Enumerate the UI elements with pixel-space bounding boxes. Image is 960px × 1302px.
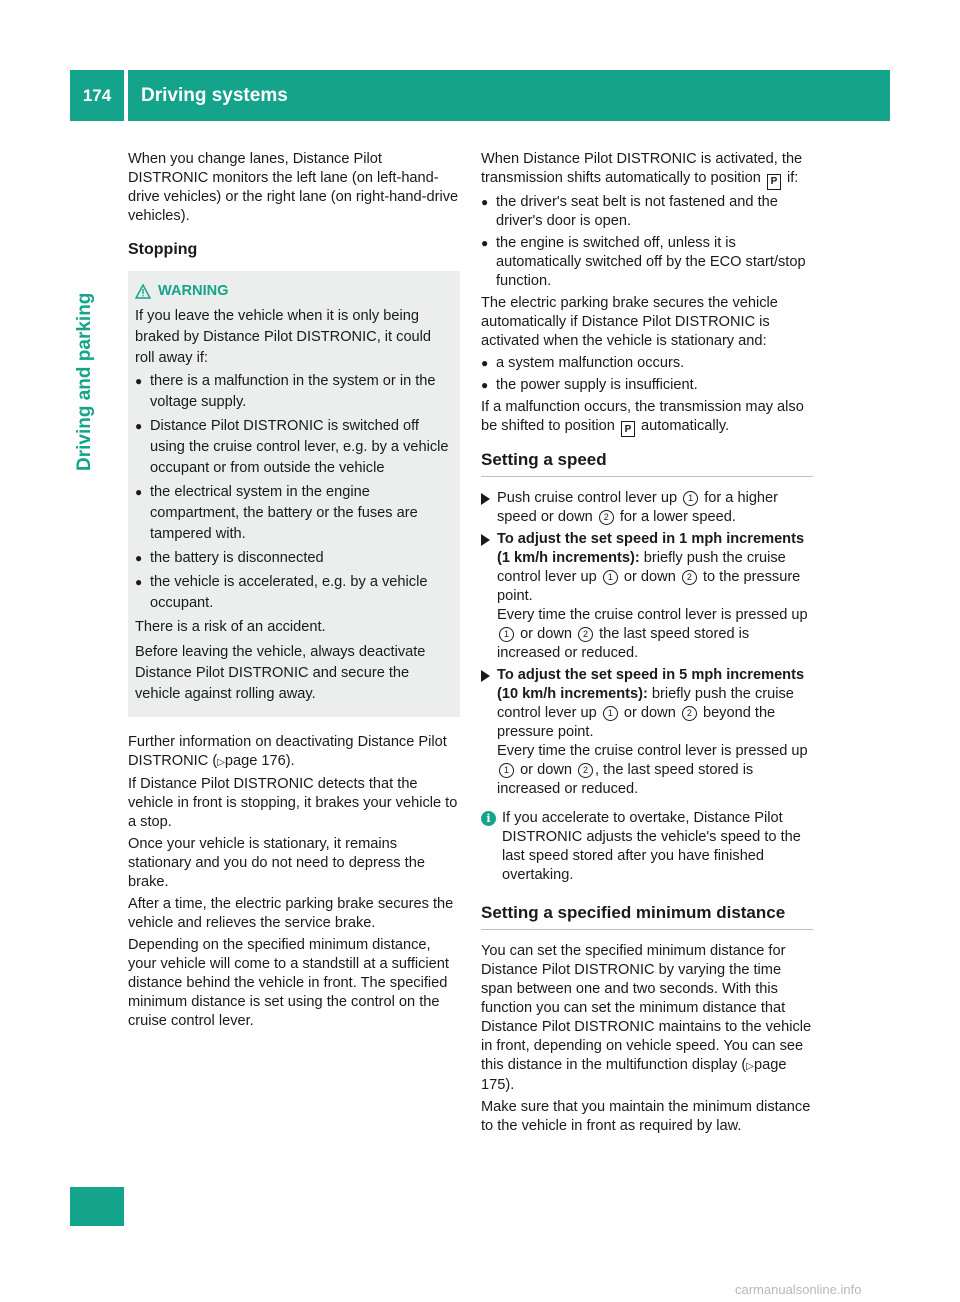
list-item: ● a system malfunction occurs.: [481, 354, 685, 371]
page-ref-link[interactable]: page 175: [481, 1057, 787, 1093]
warning-advice: Before leaving the vehicle, always deactivate Distance Pilot DISTRONIC and secure the vehicle against rolling away.: [135, 644, 426, 702]
malfunction-text: If a malfunction occurs, the transmission may also be shifted to position P automatically.: [481, 398, 813, 438]
stopping-heading: Stopping: [128, 241, 198, 258]
list-item: ● Distance Pilot DISTRONIC is switched off using the cruise control lever, e.g. by a vehicle occupant or from outside the vehicle: [135, 418, 449, 476]
min-distance-text: Depending on the specified minimum distance, your vehicle will come to a standstill at a sufficient distance behind the vehicle in front. The specified minimum distance is set using the control on the cruise control lever.: [128, 937, 449, 1029]
list-item: ● the vehicle is accelerated, e.g. by a vehicle occupant.: [135, 574, 428, 611]
page-ref-arrow-icon: ▷: [217, 757, 225, 768]
further-info: Further information on deactivating Distance Pilot DISTRONIC (▷page 176).: [128, 734, 447, 769]
step-arrow-icon: [481, 534, 490, 546]
callout-2-icon: 2: [578, 763, 593, 778]
warning-risk: There is a risk of an accident.: [135, 619, 326, 635]
page-title: Driving systems: [128, 70, 890, 121]
min-distance-law: Make sure that you maintain the minimum distance to the vehicle in front as required by law.: [481, 1099, 811, 1134]
parking-brake-auto-text: The electric parking brake secures the vehicle automatically if Distance Pilot DISTRONIC is activated when the vehicle is stationary and:: [481, 294, 778, 349]
step-arrow-icon: [481, 493, 490, 505]
setting-speed-heading: Setting a speed: [481, 450, 813, 477]
step-item: To adjust the set speed in 5 mph increments (10 km/h increments): briefly push the cruise control lever up 1 or down 2 beyond the pressure point. Every time the cruise control lever is pressed up 1 or down 2 , the last speed stored is increased or reduced.: [481, 666, 813, 799]
min-distance-heading: Setting a specified minimum distance: [481, 903, 813, 930]
right-column: [481, 150, 813, 1138]
warning-list: [135, 371, 452, 614]
watermark: carmanualsonline.info: [735, 1282, 862, 1297]
lane-change-text: When you change lanes, Distance Pilot DISTRONIC monitors the left lane (on left-hand-drive vehicles) or the right lane (on right-hand-drive vehicles).: [128, 151, 459, 224]
callout-2-icon: 2: [599, 510, 614, 525]
callout-2-icon: 2: [578, 627, 593, 642]
callout-1-icon: 1: [499, 627, 514, 642]
park-position-icon: P: [767, 174, 781, 190]
parking-brake-text: After a time, the electric parking brake secures the vehicle and relieves the service brake.: [128, 896, 454, 931]
min-distance-desc: You can set the specified minimum distance for Distance Pilot DISTRONIC by varying the time span between one and two seconds. With this function you can set the minimum distance that Distance Pilot DISTRONIC maintains to the vehicle in front, depending on vehicle speed. You can see this distance in the multifunction display (▷page 175).: [481, 943, 812, 1093]
info-icon: i: [481, 811, 496, 826]
list-item: ● the engine is switched off, unless it is automatically switched off by the ECO start/stop function.: [481, 234, 806, 289]
step-arrow-icon: [481, 670, 490, 682]
step-item: To adjust the set speed in 1 mph increments (1 km/h increments): briefly push the cruise control lever up 1 or down 2 to the pressure point. Every time the cruise control lever is pressed up 1 or down 2 the last speed stored is increased or reduced.: [481, 530, 813, 663]
activation-text: When Distance Pilot DISTRONIC is activated, the transmission shifts automatically to position P if:: [481, 150, 813, 190]
callout-2-icon: 2: [682, 706, 697, 721]
left-column: [128, 150, 460, 1033]
info-note: [481, 809, 813, 885]
list-item: ● the electrical system in the engine compartment, the battery or the fuses are tampered with.: [135, 484, 418, 542]
page-ref-arrow-icon: ▷: [746, 1061, 754, 1072]
page-number: 174: [70, 70, 124, 121]
callout-1-icon: 1: [683, 491, 698, 506]
stationary-text: Once your vehicle is stationary, it remains stationary and you do not need to depress the brake.: [128, 836, 425, 890]
warning-label: WARNING: [158, 283, 229, 299]
warning-box: [128, 271, 460, 717]
step-item: Push cruise control lever up 1 for a higher speed or down 2 for a lower speed.: [481, 489, 813, 527]
activation-list: [481, 193, 813, 291]
callout-1-icon: 1: [603, 570, 618, 585]
section-label: Driving and parking: [74, 292, 95, 471]
list-item: ● the battery is disconnected: [135, 550, 324, 566]
page-ref-link[interactable]: page 176: [224, 753, 286, 769]
info-text: If you accelerate to overtake, Distance Pilot DISTRONIC adjusts the vehicle's speed to the last speed stored after you have finished overtaking.: [502, 810, 801, 883]
section-marker: [70, 1187, 124, 1226]
warning-title: [135, 281, 452, 302]
warning-intro: If you leave the vehicle when it is only being braked by Distance Pilot DISTRONIC, it could roll away if:: [135, 308, 432, 366]
list-item: ● the driver's seat belt is not fastened and the driver's door is open.: [481, 193, 778, 229]
list-item: ● the power supply is insufficient.: [481, 376, 698, 393]
callout-1-icon: 1: [499, 763, 514, 778]
callout-1-icon: 1: [603, 706, 618, 721]
warning-triangle-icon: [135, 284, 151, 299]
parking-list: [481, 354, 813, 395]
stop-text: If Distance Pilot DISTRONIC detects that the vehicle in front is stopping, it brakes your vehicle to a stop.: [128, 776, 458, 830]
park-position-icon: P: [621, 421, 635, 437]
callout-2-icon: 2: [682, 570, 697, 585]
list-item: ● there is a malfunction in the system or in the voltage supply.: [135, 373, 436, 410]
